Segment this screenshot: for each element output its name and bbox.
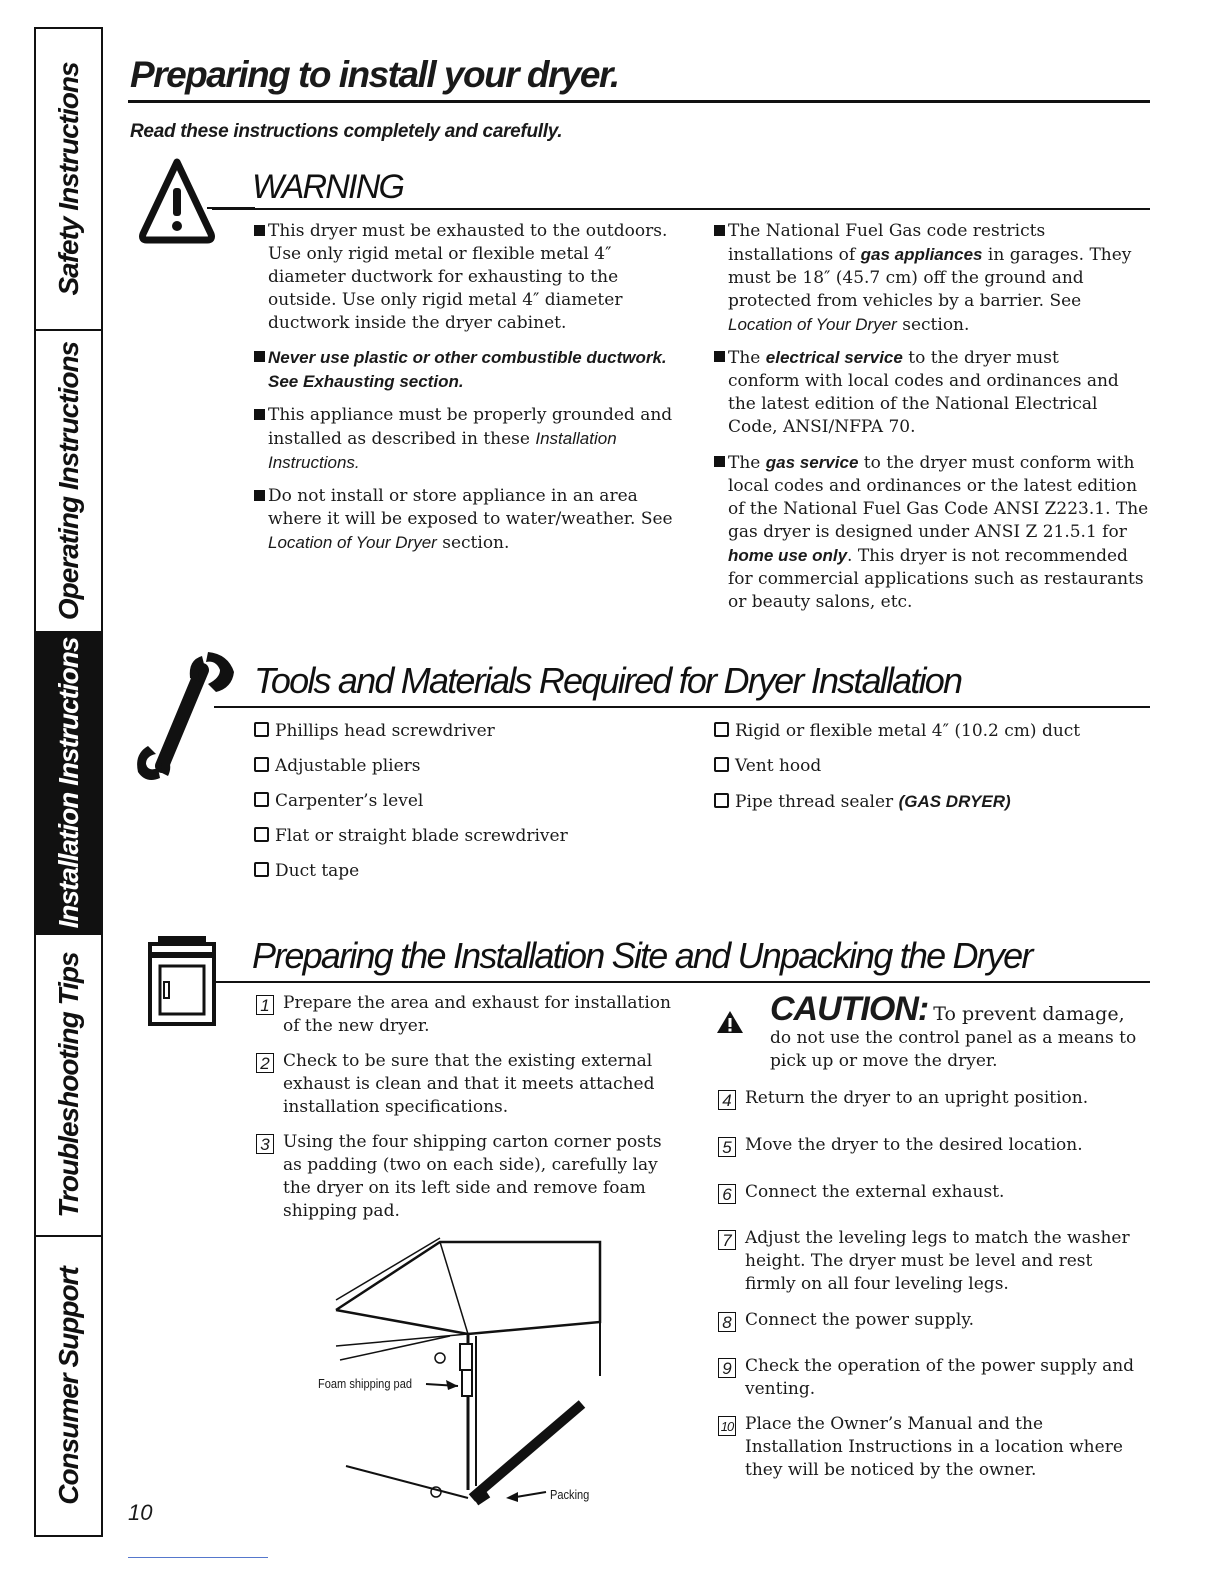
warning-item: Never use plastic or other combustible ductwork. See Exhausting section. xyxy=(254,346,694,396)
packing-label: Packing xyxy=(550,1487,590,1502)
warning-heading: WARNING xyxy=(252,168,404,206)
step-item: 5 Move the dryer to the desired location. xyxy=(718,1134,1138,1164)
step-item: 9 Check the operation of the power supply and venting. xyxy=(718,1355,1138,1405)
tools-checklist-item: Rigid or flexible metal 4″ (10.2 cm) duct xyxy=(714,720,1080,743)
tab-operating-instructions[interactable]: Operating Instructions xyxy=(36,331,101,633)
tools-rule xyxy=(214,706,1150,708)
dryer-icon xyxy=(146,934,218,1028)
checkbox-icon xyxy=(714,757,729,772)
checkbox-icon xyxy=(254,792,269,807)
warning-item: This dryer must be exhausted to the outdoors. Use only rigid metal or flexible metal 4″ diameter ductwork for exhausting to the outside. Use only rigid metal 4″ diameter ductwork inside the dryer cabinet. xyxy=(254,220,684,335)
caution-triangle-icon xyxy=(716,1010,744,1034)
caution-notice: CAUTION: To prevent damage, xyxy=(770,990,1125,1028)
warning-rule xyxy=(212,208,1150,210)
warning-item: The National Fuel Gas code restricts installations of gas appliances in garages. They must be 18″ (45.7 cm) off the ground and protected from vehicles by a barrier. See Location of Your Dryer section. xyxy=(714,220,1150,335)
checkbox-icon xyxy=(254,722,269,737)
step-item: 8 Connect the power supply. xyxy=(718,1309,1138,1339)
tools-checklist-item: Carpenter’s level xyxy=(254,790,423,813)
step-item: 4 Return the dryer to an upright position. xyxy=(718,1087,1138,1117)
tools-checklist-item: Flat or straight blade screwdriver xyxy=(254,825,568,848)
warning-item: The gas service to the dryer must conform with local codes and ordinances or the latest edition of the National Fuel Gas Code ANSI Z223.1. The gas dryer is designed under ANSI Z 21.5.1 for home use only. This dryer is not recommended for commercial applications such as restaurants or beauty salons, etc. xyxy=(714,451,1150,616)
warning-item: The electrical service to the dryer must conform with local codes and ordinances and the latest edition of the National Electrical Code, ANSI/NFPA 70. xyxy=(714,346,1134,441)
tab-safety-instructions[interactable]: Safety Instructions xyxy=(36,29,101,331)
page-subtitle: Read these instructions completely and carefully. xyxy=(130,121,563,142)
step-item: 7 Adjust the leveling legs to match the washer height. The dryer must be level and rest firmly on all four leveling legs. xyxy=(718,1227,1138,1299)
step-item: 6 Connect the external exhaust. xyxy=(718,1181,1138,1211)
site-heading: Preparing the Installation Site and Unpacking the Dryer xyxy=(252,935,1032,976)
page-title: Preparing to install your dryer. xyxy=(130,54,619,95)
caution-text: do not use the control panel as a means to pick up or move the dryer. xyxy=(770,1028,1137,1071)
tools-checklist-item: Phillips head screwdriver xyxy=(254,720,495,743)
tools-checklist-item: Adjustable pliers xyxy=(254,755,421,778)
checkbox-icon xyxy=(714,793,729,808)
page-number: 10 xyxy=(128,1500,153,1525)
tools-heading: Tools and Materials Required for Dryer Installation xyxy=(254,660,962,701)
step-item: 1 Prepare the area and exhaust for installation of the new dryer. xyxy=(256,992,686,1042)
tab-consumer-support[interactable]: Consumer Support xyxy=(52,1267,84,1505)
step-item: 3 Using the four shipping carton corner posts as padding (two on each side), carefully lay the dryer on its left side and remove foam shipping pad. xyxy=(256,1131,676,1226)
side-tab-column xyxy=(34,27,103,1537)
checkbox-icon xyxy=(714,722,729,737)
checkbox-icon xyxy=(254,827,269,842)
tab-installation-instructions[interactable]: Installation Instructions xyxy=(36,633,101,935)
step-item: 2 Check to be sure that the existing external exhaust is clean and that it meets attached installation specifications. xyxy=(256,1050,686,1122)
step-item: 10 Place the Owner’s Manual and the Installation Instructions in a location where they will be noticed by the owner. xyxy=(718,1413,1138,1485)
wrench-icon xyxy=(128,648,248,788)
footer-link-line xyxy=(128,1557,268,1558)
title-rule xyxy=(128,100,1150,103)
warning-item: This appliance must be properly grounded and installed as described in these Installation Instructions. xyxy=(254,404,684,474)
tools-checklist-item: Vent hood xyxy=(714,755,821,778)
tools-checklist-item: Pipe thread sealer (GAS DRYER) xyxy=(714,790,1011,814)
warning-triangle-icon xyxy=(137,158,257,244)
foam-pad-label: Foam shipping pad xyxy=(318,1376,412,1391)
warning-item: Do not install or store appliance in an area where it will be exposed to water/weather. See Location of Your Dryer section. xyxy=(254,485,684,555)
checkbox-icon xyxy=(254,862,269,877)
checkbox-icon xyxy=(254,757,269,772)
tools-checklist-item: Duct tape xyxy=(254,860,359,883)
site-rule xyxy=(214,981,1150,983)
tab-troubleshooting-tips[interactable]: Troubleshooting Tips xyxy=(36,935,101,1237)
